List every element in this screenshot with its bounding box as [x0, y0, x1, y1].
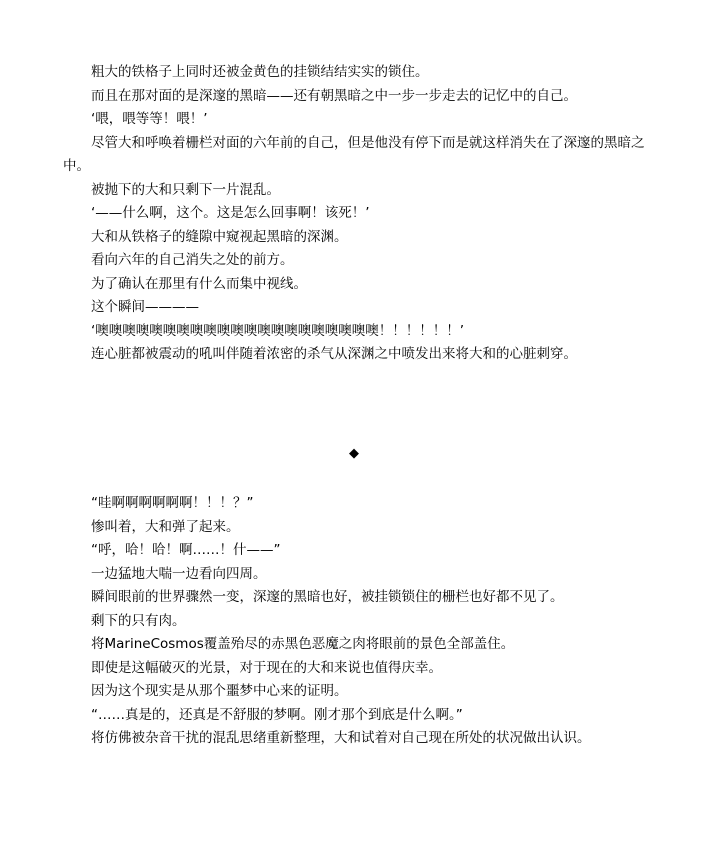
- paragraph: 惨叫着，大和弹了起来。: [91, 518, 240, 535]
- paragraph: 即使是这幅破灭的光景，对于现在的大和来说也值得庆幸。: [91, 659, 442, 676]
- paragraph: “呼，哈！哈！啊……！什——”: [91, 542, 281, 558]
- text-section-2: [63, 492, 645, 751]
- paragraph: 将仿佛被杂音干扰的混乱思绪重新整理，大和试着对自己现在所处的状况做出认识。: [91, 730, 591, 746]
- paragraph: “哇啊啊啊啊啊啊！！！？”: [91, 495, 254, 511]
- paragraph: 被抛下的大和只剩下一片混乱。: [91, 181, 280, 198]
- paragraph: 大和从铁格子的缝隙中窥视起黑暗的深渊。: [91, 228, 348, 245]
- paragraph: 剩下的只有肉。: [91, 612, 186, 629]
- paragraph: 看向六年的自己消失之处的前方。: [91, 252, 294, 268]
- paragraph: 因为这个现实是从那个噩梦中心来的证明。: [91, 683, 348, 699]
- paragraph: 为了确认在那里有什么而集中视线。: [91, 275, 307, 292]
- paragraph: 瞬间眼前的世界骤然一变，深邃的黑暗也好，被挂锁锁住的栅栏也好都不见了。: [91, 589, 564, 605]
- paragraph: “……真是的，还真是不舒服的梦啊。刚才那个到底是什么啊。”: [91, 706, 463, 723]
- text-section-1: [63, 61, 645, 367]
- paragraph: ‘噢噢噢噢噢噢噢噢噢噢噢噢噢噢噢噢噢噢噢噢噢！！！！！！’: [91, 322, 465, 339]
- scene-break-diamond: ◆: [349, 446, 359, 461]
- paragraph: 一边猛地大喘一边看向四周。: [91, 565, 267, 582]
- paragraph: 这个瞬间————: [91, 299, 199, 315]
- paragraph: ‘喂，喂等等！喂！’: [91, 111, 208, 127]
- paragraph: 粗大的铁格子上同时还被金黄色的挂锁结结实实的锁住。: [91, 64, 429, 80]
- paragraph: 尽管大和呼唤着栅栏对面的六年前的自己，但是他没有停下而是就这样消失在了深邃的黑暗之中。: [63, 134, 645, 174]
- paragraph: 连心脏都被震动的吼叫伴随着浓密的杀气从深渊之中喷发出来将大和的心脏刺穿。: [91, 346, 577, 362]
- paragraph: 将MarineCosmos覆盖殆尽的赤黑色恶魔之肉将眼前的景色全部盖住。: [91, 636, 515, 652]
- paragraph: 而且在那对面的是深邃的黑暗——还有朝黑暗之中一步一步走去的记忆中的自己。: [91, 87, 577, 104]
- paragraph: ‘——什么啊，这个。这是怎么回事啊！该死！’: [91, 205, 370, 221]
